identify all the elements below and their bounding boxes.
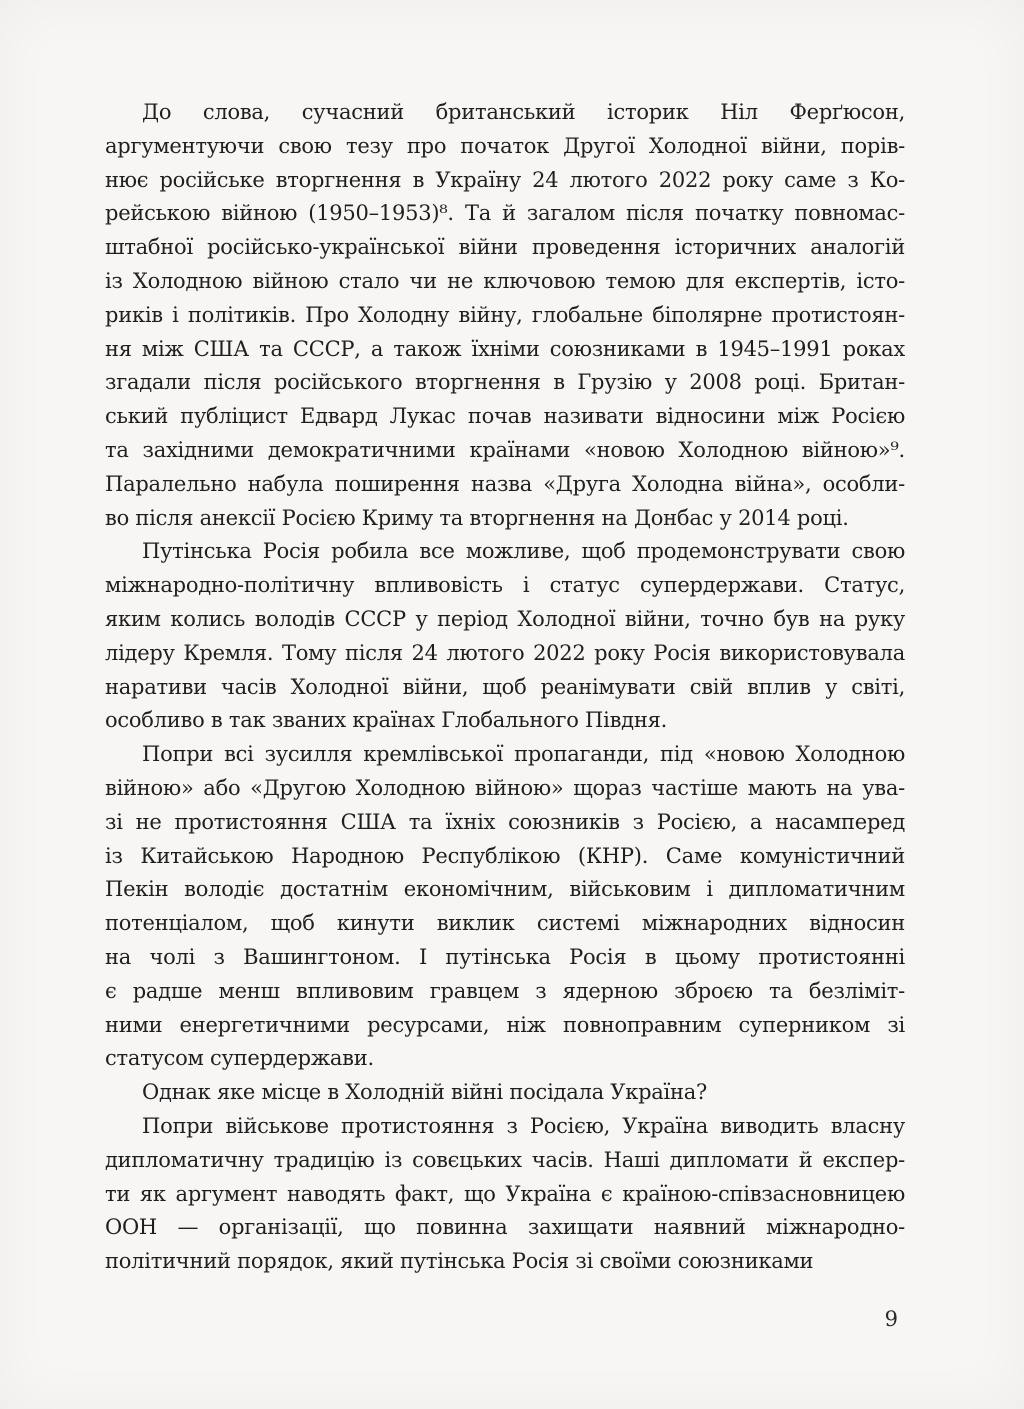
text-line: ООН — організації, що повинна захищати наявний міжнародно-: [105, 1215, 905, 1240]
text-line: на чолі з Вашингтоном. І путінська Росія в цьому протистоянні: [105, 944, 905, 969]
paragraph: [105, 1076, 905, 1110]
paragraph: [105, 1110, 905, 1279]
text-line: штабної російсько-української війни проведення історичних аналогій: [105, 235, 905, 260]
text-line: особливо в так званих країнах Глобального Півдня.: [105, 708, 667, 733]
text-line: рейською війною (1950–1953)⁸. Та й загалом після початку повномас-: [105, 201, 905, 226]
text-line: ними енергетичними ресурсами, ніж повноправним суперником зі: [105, 1012, 905, 1037]
text-line: Попри військове протистояння з Росією, Україна виводить власну: [142, 1113, 905, 1138]
text-line: згадали після російського вторгнення в Грузію у 2008 році. Британ-: [105, 370, 905, 395]
text-line: війною» або «Другою Холодною війною» щораз частіше мають на ува-: [105, 775, 905, 800]
text-block: [105, 96, 905, 1279]
text-line: риків і політиків. Про Холодну війну, глобальне біполярне протистоян-: [105, 302, 905, 327]
text-line: Попри всі зусилля кремлівської пропаганди, під «новою Холодною: [142, 742, 905, 767]
text-line: Путінська Росія робила все можливе, щоб продемонструвати свою: [142, 539, 905, 564]
text-line: Однак яке місце в Холодній війні посідала Україна?: [142, 1080, 708, 1105]
text-line: Пекін володіє достатнім економічним, військовим і дипломатичним: [105, 877, 905, 902]
text-line: із Холодною війною стало чи не ключовою темою для експертів, істо-: [105, 268, 905, 293]
text-line: наративи часів Холодної війни, щоб реанімувати свій вплив у світі,: [105, 674, 905, 699]
text-line: во після анексії Росією Криму та вторгнення на Донбас у 2014 році.: [105, 505, 849, 530]
text-line: нює російське вторгнення в Україну 24 лютого 2022 року саме з Ко-: [105, 167, 905, 192]
text-line: До слова, сучасний британський історик Ніл Ферґюсон,: [142, 100, 905, 124]
paragraph: [105, 738, 905, 1076]
text-line: та західними демократичними країнами «новою Холодною війною»⁹.: [105, 437, 905, 462]
text-line: дипломатичну традицію із совєцьких часів. Наші дипломати й експер-: [105, 1147, 905, 1172]
text-line: ти як аргумент наводять факт, що Україна є країною-співзасновницею: [105, 1181, 905, 1206]
paragraph: [105, 535, 905, 738]
text-line: є радше менш впливовим гравцем з ядерною зброєю та безліміт-: [105, 978, 905, 1003]
text-line: зі не протистояння США та їхніх союзників з Росією, а насамперед: [105, 809, 905, 834]
text-line: ня між США та СССР, а також їхніми союзниками в 1945–1991 роках: [105, 336, 905, 361]
text-line: потенціалом, щоб кинути виклик системі міжнародних відносин: [105, 911, 905, 936]
text-line: міжнародно-політичну впливовість і статус супердержави. Статус,: [105, 573, 905, 598]
text-line: ський публіцист Едвард Лукас почав називати відносини між Росією: [105, 404, 905, 429]
text-line: аргументуючи свою тезу про початок Другої Холодної війни, порів-: [105, 133, 905, 158]
text-line: Паралельно набула поширення назва «Друга Холодна війна», особли-: [105, 471, 905, 496]
text-line: із Китайською Народною Республікою (КНР). Саме комуністичний: [105, 843, 905, 868]
paragraph: [105, 96, 905, 535]
page-number: 9: [884, 1307, 898, 1331]
text-line: політичний порядок, який путінська Росія зі своїми союзниками: [105, 1249, 814, 1274]
text-line: яким колись володів СССР у період Холодної війни, точно був на руку: [105, 606, 905, 631]
text-line: лідеру Кремля. Тому після 24 лютого 2022 року Росія використовувала: [105, 640, 905, 665]
text-line: статусом супердержави.: [105, 1046, 374, 1071]
